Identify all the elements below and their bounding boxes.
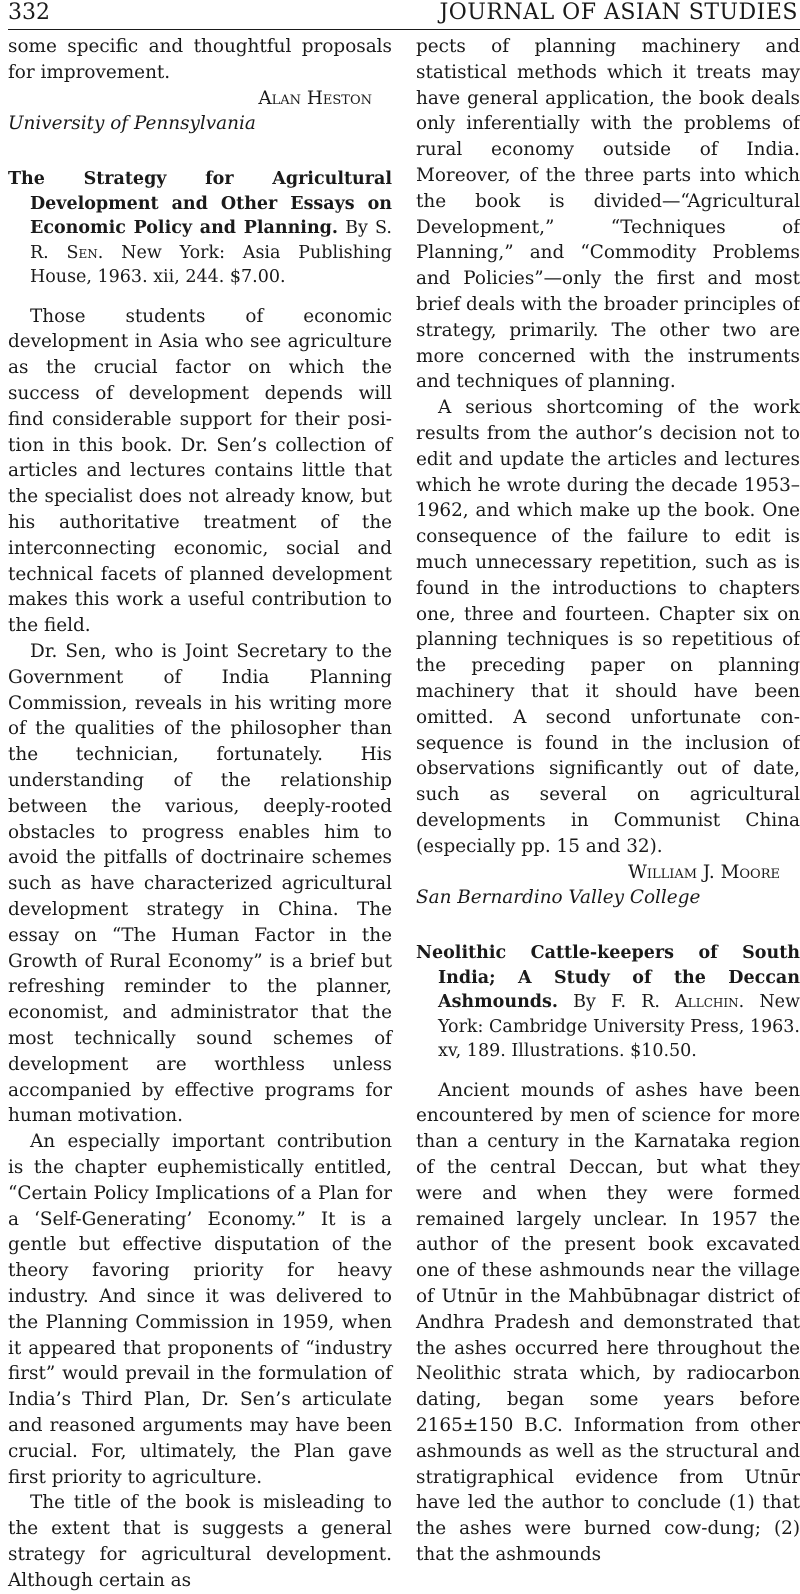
body-paragraph: Those students of economic development in Asia who see agriculture as the crucial factor on which the success of development depends will find considerable support for their position in this book. Dr. Sen’s collection of articles and lectures contains little that the specialist does not already know, but his authoritative treatment of the interconnecting economic, social and technical facets of planned development makes this work a useful contribution to the field. (8, 305, 392, 637)
journal-title: JOURNAL OF ASIAN STUDIES (439, 0, 798, 25)
review-heading (8, 167, 392, 290)
left-column (8, 34, 392, 1594)
right-column (416, 34, 800, 1568)
page-header (0, 0, 800, 30)
continuation-paragraph: some specific and thoughtful proposals for improvement. (8, 36, 392, 83)
book-author: Sen. (66, 242, 104, 263)
reviewer-signature: Alan Heston (258, 87, 372, 109)
review-heading (416, 941, 800, 1064)
book-author: Allchin. (675, 992, 745, 1013)
book-title: The Strategy for Agricultural Development and Other Essays on Economic Policy and Planning. (8, 169, 392, 239)
body-paragraph: Ancient mounds of ashes have been encountered by men of science for more than a century in the Karnataka region of the central Deccan, but what they were and when they were formed remained largely unclear. In 1957 the author of the present book excavated one of these ashmounds near the village of Utnūr in the Mahbūbnagar district of Andhra Pradesh and demonstrated that the ashes occurred here throughout the Neolithic strata which, by radiocarbon dating, began some years before 2165±150 B.C. Information from other ashmounds as well as the structural and stratigraphical evidence from Utnūr have led the author to conclude (1) that the ashes were burned cow-dung; (2) that the ashmounds (416, 1079, 800, 1565)
body-paragraph: An especially important contribution is the chapter euphemistically entitled, “Certain Policy Implications of a Plan for a ‘Self-Generating’ Economy.” It is a gentle but effective disputation of the theory favoring priority for heavy industry. And since it was delivered to the Planning Commission in 1959, when it appeared that proponents of “industry first” would prevail in the formulation of India’s Third Plan, Dr. Sen’s articulate and reasoned arguments may have been crucial. For, ultimately, the Plan gave first priority to agriculture. (8, 1131, 392, 1488)
body-paragraph: pects of planning machinery and statistical methods which it treats may have general application, the book deals only inferentially with the problems of rural economy outside of India. Moreover, of the three parts into which the book is divided—“Agricultural Development,” “Techniques of Planning,” and “Commodity Problems and Policies”—only the first and most brief deals with the broader principles of strategy, primarily. The other two are more concerned with the instruments and techniques of planning. (416, 36, 800, 393)
book-publication: New York: Asia Publishing House, 1963. xii, 244. $7.00. (30, 242, 392, 288)
page-number: 332 (8, 0, 50, 25)
book-by: By S. R. (30, 218, 392, 263)
book-publication: New York: Cambridge University Press, 1963. xv, 189. Illustrations. $10.50. (438, 992, 800, 1062)
header-rule (8, 29, 800, 30)
reviewer-affiliation: University of Pennsylvania (8, 113, 256, 135)
reviewer-affiliation: San Bernardino Valley College (416, 887, 701, 909)
reviewer-signature: William J. Moore (627, 861, 780, 883)
body-paragraph: A serious shortcoming of the work results from the author’s decision not to edit and update the articles and lectures which he wrote during the decade 1953–1962, and which make up the book. One consequence of the failure to edit is much unnecessary repetition, such as is found in the introductions to chapters one, three and fourteen. Chapter six on planning techniques is so repetitious of the preceding paper on planning machinery that it should have been omitted. A second unfortunate consequence is found in the inclusion of observations significantly out of date, such as several on agricultural developments in Communist China (especially pp. 15 and 32). (416, 397, 800, 857)
book-by: By F. R. (573, 992, 660, 1013)
body-paragraph: The title of the book is misleading to the extent that is suggests a general strategy for agricultural development. Although certain as (8, 1492, 392, 1591)
body-paragraph: Dr. Sen, who is Joint Secretary to the Government of India Planning Commission, reveals in his writing more of the qualities of the philosopher than the technician, fortunately. His understanding of the relationship between the various, deeply-rooted obstacles to progress enables him to avoid the pitfalls of doctrinaire schemes such as have characterized agricultural development strategy in China. The essay on “The Human Factor in the Growth of Rural Economy” is a brief but refreshing reminder to the planner, economist, and administrator that the most technically sound schemes of development are worthless unless accompanied by effective programs for human motivation. (8, 641, 392, 1127)
book-title: Neolithic Cattle-keepers of South India; A Study of the Deccan Ashmounds. (416, 943, 800, 1013)
